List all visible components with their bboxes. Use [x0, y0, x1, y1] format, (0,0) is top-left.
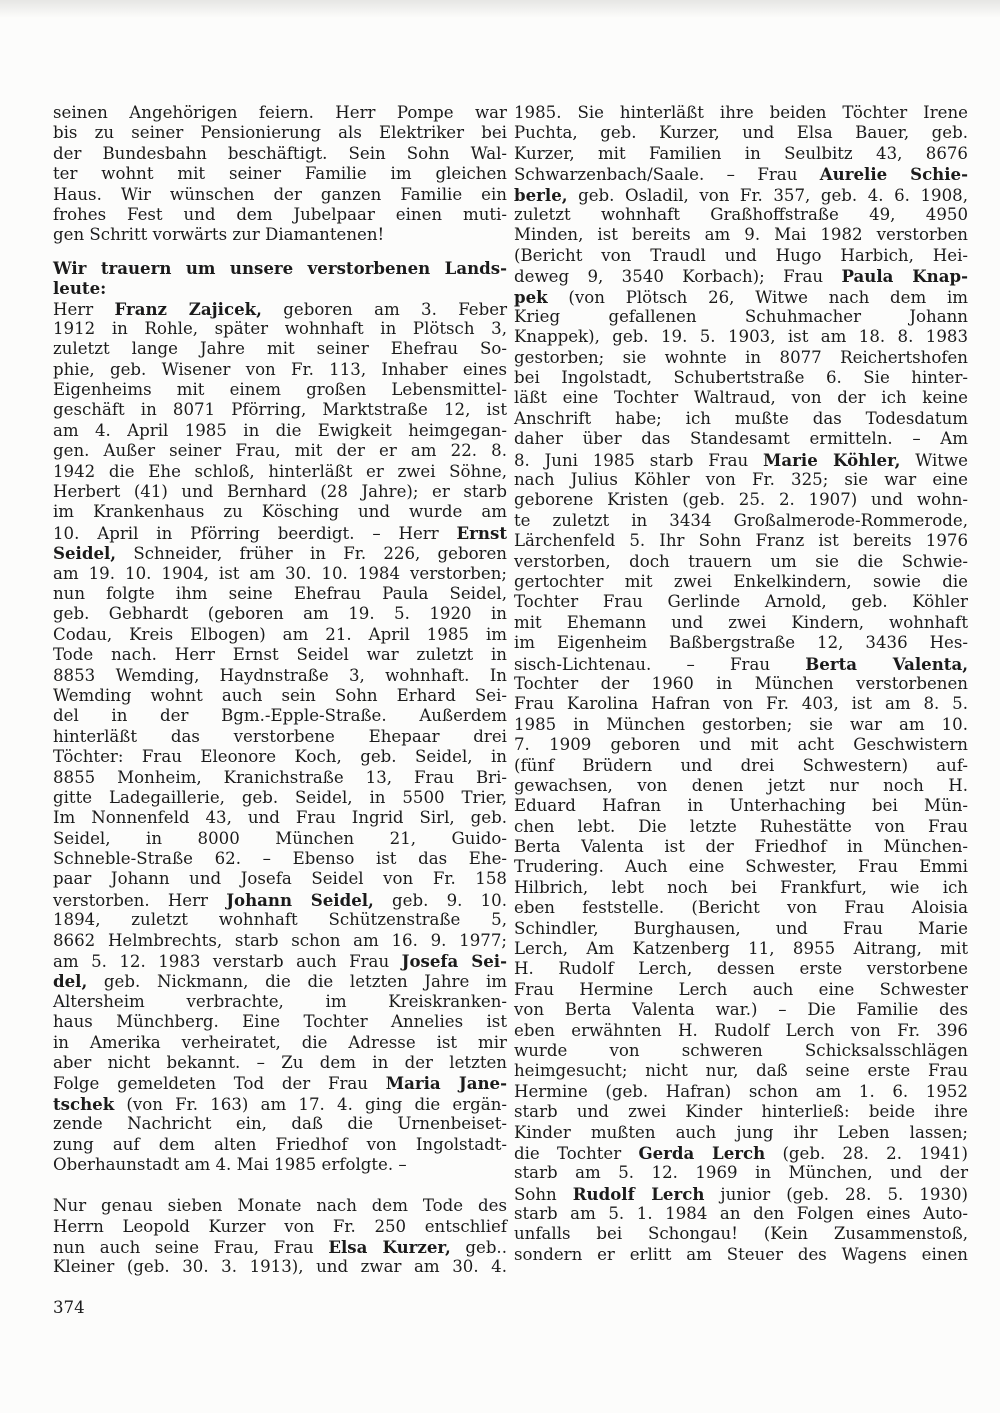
text-run: daher über das Standesamt ermitteln. – Am: [514, 429, 968, 449]
text-run: Krieg gefallenen Schuhmacher Johann: [514, 306, 968, 326]
paragraph: [53, 299, 507, 1176]
text-run: 1894, zuletzt wohnhaft Schützenstraße 5,: [53, 910, 507, 930]
text-line: [514, 511, 968, 531]
text-run: eben feststelle. (Bericht von Frau Aloisia: [514, 898, 968, 918]
text-run: 8853 Wemding, Haydnstraße 3, wohnhaft. In: [53, 665, 507, 685]
text-line: [53, 890, 507, 910]
text-line: [514, 185, 968, 205]
text-line: [514, 715, 968, 735]
text-line: [53, 299, 507, 319]
text-run: 1985 in München gestorben; sie war am 10.: [514, 714, 968, 734]
text-run: junior (geb. 28. 5. 1930): [704, 1184, 968, 1204]
text-line: [514, 756, 968, 776]
text-run: am 4. April 1985 in die Ewigkeit heimgegan-: [53, 420, 507, 440]
text-run: Wemding wohnt auch sein Sohn Erhard Sei-: [53, 685, 507, 705]
text-line: [514, 776, 968, 796]
text-line: [514, 919, 968, 939]
text-line: [53, 421, 507, 441]
bold-name: Berta Valenta,: [805, 653, 968, 674]
text-run: Herrn Leopold Kurzer von Fr. 250 entschlief: [53, 1216, 507, 1236]
text-run: Lärchenfeld 5. Ihr Sohn Franz ist bereits 1976: [514, 531, 968, 551]
text-line: [514, 450, 968, 470]
bold-name: Aurelie Schie-: [819, 164, 968, 185]
section-heading: [53, 258, 507, 299]
text-line: [514, 552, 968, 572]
text-run: 10. April in Pförring beerdigt. – Herr: [53, 523, 457, 543]
text-run: 1912 in Rohle, später wohnhaft in Plötsch 3,: [53, 318, 507, 338]
text-line: [514, 1123, 968, 1143]
text-line: [53, 625, 507, 645]
bold-name: Josefa Sei-: [401, 951, 507, 972]
text-run: hinterläßt das verstorbene Ehepaar drei: [53, 726, 507, 746]
text-run: bei Ingolstadt, Schubertstraße 6. Sie hinter-: [514, 368, 968, 388]
text-line: [53, 1217, 507, 1237]
text-line: [53, 666, 507, 686]
text-line: [53, 768, 507, 788]
text-line: [53, 1114, 507, 1134]
text-run: geb. 9. 10.: [373, 890, 507, 910]
text-line: [53, 1053, 507, 1073]
text-run: (Bericht von Traudl und Hugo Harbich, Hei-: [514, 245, 968, 265]
text-line: [53, 869, 507, 889]
text-run: Im Nonnenfeld 43, und Frau Ingrid Sirl, geb.: [53, 808, 507, 828]
text-run: heimgesucht; nicht nur, daß seine erste Frau: [514, 1061, 968, 1081]
text-run: Eigenheims mit einem großen Lebensmittel-: [53, 380, 507, 400]
text-line: [53, 123, 507, 143]
text-run: am 19. 10. 1904, ist am 30. 10. 1984 verstorben;: [53, 563, 507, 583]
text-line: [53, 164, 507, 184]
text-run: 8662 Helmbrechts, starb schon am 16. 9. 1977;: [53, 930, 507, 950]
text-line: [53, 1237, 507, 1257]
text-run: in Amerika verheiratet, die Adresse ist mir: [53, 1032, 507, 1052]
text-run: geschäft in 8071 Pförring, Marktstraße 12, ist: [53, 400, 507, 420]
text-line: [53, 1135, 507, 1155]
page-number: 374: [53, 1298, 85, 1317]
text-line: [53, 931, 507, 951]
text-run: Oberhaunstadt am 4. Mai 1985 erfolgte. –: [53, 1154, 407, 1174]
text-line: [53, 482, 507, 502]
text-run: im Krankenhaus zu Kösching und wurde am: [53, 502, 507, 522]
text-line: [53, 951, 507, 971]
text-line: [53, 971, 507, 991]
text-run: phie, geb. Wisener von Fr. 113, Inhaber eines: [53, 359, 507, 379]
text-line: [514, 164, 968, 184]
text-line: [514, 1082, 968, 1102]
text-line: [53, 380, 507, 400]
text-run: gitte Ladegaillerie, geb. Seidel, in 5500 Trier,: [53, 787, 507, 807]
text-line: [53, 1196, 507, 1216]
text-line: [53, 185, 507, 205]
text-run: seinen Angehörigen feiern. Herr Pompe war: [53, 103, 507, 122]
text-run: gen Schritt vorwärts zur Diamantenen!: [53, 225, 385, 245]
text-run: am 5. 12. 1983 verstarb auch Frau: [53, 952, 402, 972]
text-line: [514, 694, 968, 714]
text-run: Codau, Kreis Elbogen) am 21. April 1985 im: [53, 624, 507, 644]
text-line: [53, 543, 507, 563]
text-run: zende Nachricht ein, daß die Urnenbeiset-: [53, 1114, 507, 1134]
text-line: [53, 1033, 507, 1053]
text-run: haus Münchberg. Eine Tochter Annelies ist: [53, 1012, 507, 1032]
text-line: [514, 1245, 968, 1265]
text-line: [514, 674, 968, 694]
text-line: [514, 633, 968, 653]
text-run: Witwe: [900, 450, 968, 470]
text-run: 7. 1909 geboren und mit acht Geschwistern: [514, 735, 968, 755]
text-line: [53, 1155, 507, 1175]
text-run: Altersheim verbrachte, im Kreiskranken-: [53, 991, 507, 1011]
text-line: [53, 441, 507, 461]
text-line: [514, 531, 968, 551]
bold-name: Seidel,: [53, 543, 117, 564]
text-line: [53, 849, 507, 869]
text-run: Tochter Frau Gerlinde Arnold, geb. Köhler: [514, 592, 968, 612]
text-line: [514, 287, 968, 307]
text-line: [53, 278, 507, 298]
text-line: [514, 327, 968, 347]
bold-name: Rudolf Lerch: [572, 1183, 705, 1204]
text-run: der Bundesbahn beschäftigt. Sein Sohn Wal-: [53, 143, 507, 163]
text-run: zung auf dem alten Friedhof von Ingolstadt-: [53, 1134, 507, 1154]
text-line: [53, 706, 507, 726]
text-run: läßt eine Tochter Waltraud, von der ich keine: [514, 388, 968, 408]
text-run: Töchter: Frau Eleonore Koch, geb. Seidel, in: [53, 747, 507, 767]
text-run: Knappek), geb. 19. 5. 1903, ist am 18. 8. 1983: [514, 327, 968, 347]
text-run: von Berta Valenta war.) – Die Familie des: [514, 1000, 968, 1020]
text-line: [514, 654, 968, 674]
text-line: [514, 470, 968, 490]
text-run: 1985. Sie hinterläßt ihre beiden Töchter Irene: [514, 103, 968, 122]
text-line: [53, 523, 507, 543]
text-line: [53, 645, 507, 665]
bold-name: Elsa Kurzer,: [328, 1237, 451, 1258]
text-run: chen lebt. Die letzte Ruhestätte von Frau: [514, 816, 968, 836]
text-run: Hilbrich, lebt noch bei Frankfurt, wie ich: [514, 877, 968, 897]
text-line: [514, 1041, 968, 1061]
text-line: [53, 727, 507, 747]
text-column-left: [53, 103, 507, 1278]
text-line: [514, 735, 968, 755]
paragraph: [53, 1196, 507, 1278]
text-line: [514, 1021, 968, 1041]
bold-name: Franz Zajicek,: [114, 298, 262, 319]
text-run: geb. Osladil, von Fr. 357, geb. 4. 6. 1908,: [567, 185, 968, 205]
text-run: geb..: [450, 1238, 507, 1258]
text-run: frohes Fest und dem Jubelpaar einen muti-: [53, 204, 507, 224]
text-line: [514, 613, 968, 633]
text-run: Seidel, in 8000 München 21, Guido-: [53, 828, 507, 848]
text-run: Minden, ist bereits am 9. Mai 1982 verstorben: [514, 225, 968, 245]
text-line: [53, 564, 507, 584]
text-line: [514, 1184, 968, 1204]
text-line: [514, 123, 968, 143]
text-run: Wir trauern um unsere verstorbenen Lands-: [53, 257, 507, 278]
text-run: Kinder mußten auch jung ihr Leben lassen;: [514, 1122, 968, 1142]
text-run: Tode nach. Herr Ernst Seidel war zuletzt in: [53, 645, 507, 665]
text-run: Folge gemeldeten Tod der Frau: [53, 1074, 386, 1094]
text-line: [514, 225, 968, 245]
text-line: [53, 747, 507, 767]
text-line: [53, 502, 507, 522]
text-line: [514, 898, 968, 918]
text-run: nun folgte ihm seine Ehefrau Paula Seidel,: [53, 583, 507, 603]
text-line: [53, 604, 507, 624]
text-run: sondern er erlitt am Steuer des Wagens einen: [514, 1244, 968, 1264]
text-run: Haus. Wir wünschen der ganzen Familie ein: [53, 184, 507, 204]
text-line: [514, 490, 968, 510]
text-run: die Tochter: [514, 1143, 639, 1163]
text-line: [53, 258, 507, 278]
text-run: starb am 5. 1. 1984 an den Folgen eines Auto-: [514, 1204, 968, 1224]
text-run: bis zu seiner Pensionierung als Elektriker bei: [53, 123, 507, 143]
text-run: starb am 5. 12. 1969 in München, und der: [514, 1163, 968, 1183]
text-line: [514, 878, 968, 898]
text-run: gertochter mit zwei Enkelkindern, sowie die: [514, 571, 968, 591]
text-line: [514, 368, 968, 388]
bold-name: Maria Jane-: [385, 1073, 508, 1094]
text-run: 8. Juni 1985 starb Frau: [514, 450, 764, 470]
text-line: [53, 400, 507, 420]
text-line: [514, 796, 968, 816]
text-run: Schwarzenbach/Saale. – Frau: [514, 165, 820, 185]
text-line: [514, 959, 968, 979]
text-run: geb. Gebhardt (geboren am 19. 5. 1920 in: [53, 604, 507, 624]
text-run: te zuletzt in 3434 Großalmerode-Rommerode,: [514, 510, 968, 530]
text-line: [53, 205, 507, 225]
paragraph: [514, 103, 968, 1265]
text-run: leute:: [53, 278, 107, 299]
bold-name: Paula Knap-: [841, 266, 968, 287]
text-line: [53, 1073, 507, 1093]
text-run: zuletzt wohnhaft Graßhoffstraße 49, 4950: [514, 204, 968, 224]
text-line: [514, 1000, 968, 1020]
text-line: [514, 205, 968, 225]
text-line: [53, 225, 507, 245]
text-run: Tochter der 1960 in München verstorbenen: [514, 673, 968, 693]
text-line: [514, 266, 968, 286]
text-line: [514, 837, 968, 857]
text-line: [514, 144, 968, 164]
text-line: [53, 339, 507, 359]
text-line: [53, 992, 507, 1012]
text-line: [53, 144, 507, 164]
text-run: Schneider, früher in Fr. 226, geboren: [116, 544, 507, 564]
text-run: verstorben, doch trauern um sie die Schwie-: [514, 551, 968, 571]
text-line: [514, 1204, 968, 1224]
text-line: [514, 1224, 968, 1244]
text-line: [514, 307, 968, 327]
text-run: Frau Karolina Hafran von Fr. 403, ist am 8. 5.: [514, 694, 968, 714]
text-run: geborene Kristen (geb. 25. 2. 1907) und wohn-: [514, 490, 968, 510]
text-run: 1942 die Ehe schloß, hinterläßt er zwei Söhne,: [53, 461, 507, 481]
text-run: geb. Nickmann, die die letzten Jahre im: [87, 972, 507, 992]
text-line: [514, 409, 968, 429]
text-run: 8855 Monheim, Kranichstraße 13, Frau Bri-: [53, 767, 507, 787]
text-run: verstorben. Herr: [53, 890, 227, 910]
text-column-right: [514, 103, 968, 1265]
text-run: Herbert (41) und Bernhard (28 Jahre); er starb: [53, 482, 507, 502]
text-run: im Eigenheim Baßbergstraße 12, 3436 Hes-: [514, 633, 968, 653]
text-line: [53, 360, 507, 380]
text-line: [514, 592, 968, 612]
text-line: [514, 1143, 968, 1163]
text-line: [53, 584, 507, 604]
bold-name: Johann Seidel,: [226, 889, 374, 910]
text-run: Trudering. Auch eine Schwester, Frau Emmi: [514, 857, 968, 877]
text-line: [514, 1163, 968, 1183]
text-run: mit Ehemann und zwei Kindern, wohnhaft: [514, 612, 968, 632]
text-run: Puchta, geb. Kurzer, und Elsa Bauer, geb.: [514, 123, 968, 143]
text-line: [514, 572, 968, 592]
text-run: wurde von schweren Schicksalsschlägen: [514, 1040, 968, 1060]
text-line: [514, 246, 968, 266]
text-line: [53, 1094, 507, 1114]
text-run: zuletzt lange Jahre mit seiner Ehefrau So-: [53, 339, 507, 359]
text-run: Schindler, Burghausen, und Frau Marie: [514, 918, 968, 938]
text-run: (von Plötsch 26, Witwe nach dem im: [547, 287, 968, 307]
text-line: [53, 1257, 507, 1277]
text-line: [514, 980, 968, 1000]
text-run: Sohn: [514, 1184, 573, 1204]
text-run: gen. Außer seiner Frau, mit der er am 22. 8.: [53, 441, 507, 461]
text-line: [53, 910, 507, 930]
text-line: [514, 1061, 968, 1081]
text-run: eben erwähnten H. Rudolf Lerch von Fr. 396: [514, 1020, 968, 1040]
text-run: starb und zwei Kinder hinterließ: beide ihre: [514, 1102, 968, 1122]
text-run: Herr: [53, 299, 115, 319]
text-run: gewachsen, von denen jetzt nur noch H.: [514, 775, 968, 795]
text-line: [514, 817, 968, 837]
text-run: aber nicht bekannt. – Zu dem in der letzten: [53, 1052, 507, 1072]
bold-name: pek: [514, 286, 548, 307]
text-run: Nur genau sieben Monate nach dem Tode des: [53, 1196, 507, 1216]
text-run: Eduard Hafran in Unterhaching bei Mün-: [514, 796, 968, 816]
text-line: [53, 319, 507, 339]
text-run: gestorben; sie wohnte in 8077 Reichertshofen: [514, 347, 968, 367]
text-line: [514, 1102, 968, 1122]
text-run: del in der Bgm.-Epple-Straße. Außerdem: [53, 706, 507, 726]
text-run: Kleiner (geb. 30. 3. 1913), und zwar am 30. 4.: [53, 1257, 507, 1277]
paragraph: [53, 103, 507, 246]
text-run: Hermine (geb. Hafran) schon am 1. 6. 1952: [514, 1081, 968, 1101]
text-run: geboren am 3. Feber: [261, 299, 508, 319]
text-run: nach Julius Köhler von Fr. 325; sie war eine: [514, 470, 968, 490]
bold-name: berle,: [514, 184, 568, 205]
text-line: [53, 103, 507, 123]
text-run: nun auch seine Frau, Frau: [53, 1238, 329, 1258]
bold-name: Ernst: [456, 522, 507, 543]
text-run: ter wohnt mit seiner Familie im gleichen: [53, 164, 507, 184]
text-line: [53, 1012, 507, 1032]
text-run: (geb. 28. 2. 1941): [765, 1143, 968, 1163]
bold-name: Marie Köhler,: [763, 449, 901, 470]
text-run: deweg 9, 3540 Korbach); Frau: [514, 267, 842, 287]
text-line: [53, 686, 507, 706]
text-run: unfalls bei Schongau! (Kein Zusammenstoß,: [514, 1224, 968, 1244]
text-run: Frau Hermine Lerch auch eine Schwester: [514, 979, 968, 999]
text-line: [53, 462, 507, 482]
text-run: (fünf Brüdern und drei Schwestern) auf-: [514, 755, 968, 775]
text-line: [514, 429, 968, 449]
bold-name: del,: [53, 971, 88, 992]
text-run: H. Rudolf Lerch, dessen erste verstorbene: [514, 959, 968, 979]
text-run: Kurzer, mit Familien in Seulbitz 43, 8676: [514, 143, 968, 163]
bold-name: tschek: [53, 1093, 115, 1114]
text-line: [53, 788, 507, 808]
text-line: [514, 939, 968, 959]
text-run: (von Fr. 163) am 17. 4. ging die ergän-: [114, 1094, 507, 1114]
text-line: [514, 348, 968, 368]
scan-edge: [0, 0, 1000, 18]
text-line: [514, 103, 968, 123]
bold-name: Gerda Lerch: [638, 1142, 766, 1163]
text-line: [514, 857, 968, 877]
text-run: sisch-Lichtenau. – Frau: [514, 654, 806, 674]
text-run: Schneble-Straße 62. – Ebenso ist das Ehe-: [53, 849, 507, 869]
text-run: Anschrift habe; ich mußte das Todesdatum: [514, 408, 968, 428]
text-run: paar Johann und Josefa Seidel von Fr. 158: [53, 869, 507, 889]
text-run: Berta Valenta ist der Friedhof in München-: [514, 837, 968, 857]
text-run: Lerch, Am Katzenberg 11, 8955 Aitrang, mit: [514, 939, 968, 959]
text-line: [53, 829, 507, 849]
text-line: [53, 808, 507, 828]
text-line: [514, 388, 968, 408]
